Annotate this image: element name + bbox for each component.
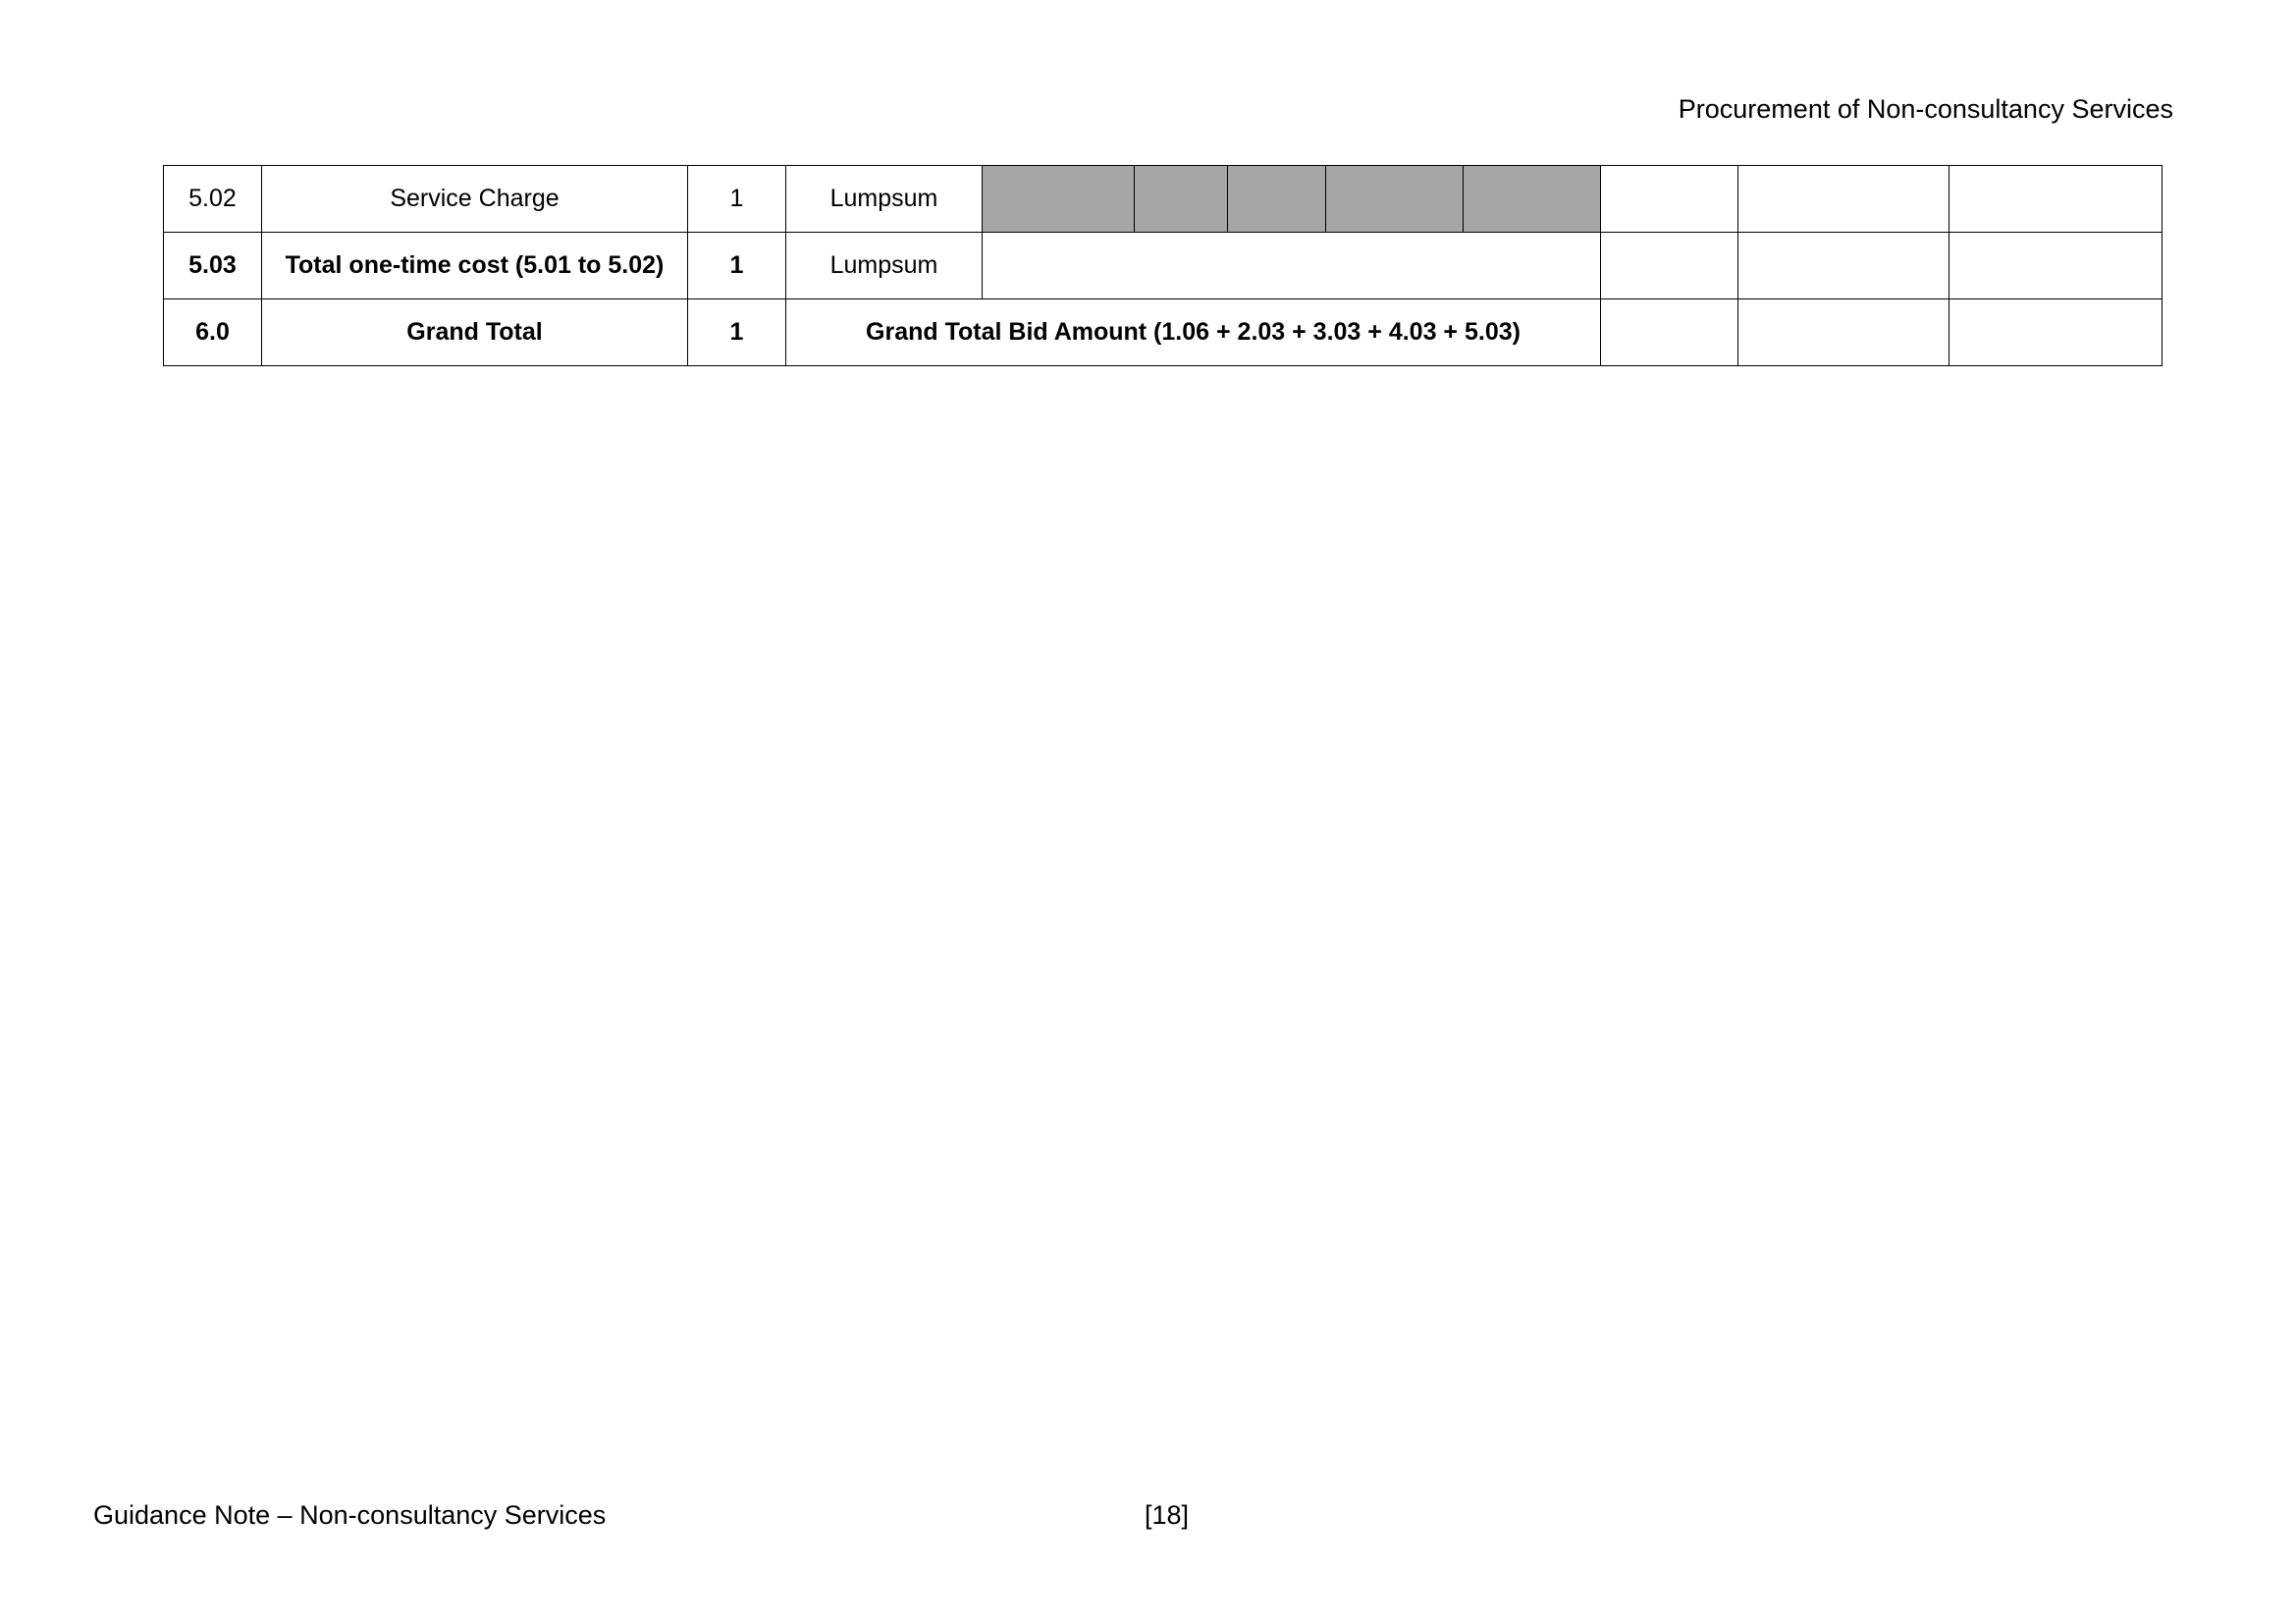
footer-left-text: Guidance Note – Non-consultancy Services [93,1500,607,1530]
footer-page-number: [18] [1144,1500,1190,1530]
row-unit: Lumpsum [786,166,983,233]
table-row [164,166,2163,233]
row-shaded-cell-3 [1228,166,1326,233]
grand-total-formula: Grand Total Bid Amount (1.06 + 2.03 + 3.03 + 4.03 + 5.03) [786,299,1601,366]
row-empty-cell-2 [1738,233,1949,299]
row-quantity: 1 [688,166,786,233]
table-row [164,233,2163,299]
table-row [164,299,2163,366]
row-empty-cell-1 [1601,233,1738,299]
boq-table [163,165,2163,366]
page-header-title: Procurement of Non-consultancy Services [1678,94,2173,124]
row-item-number: 6.0 [164,299,262,366]
row-item-number: 5.02 [164,166,262,233]
row-empty-cell-3 [1949,166,2163,233]
row-item-number: 5.03 [164,233,262,299]
row-unit: Lumpsum [786,233,983,299]
row-empty-cell-2 [1738,166,1949,233]
row-quantity: 1 [688,233,786,299]
row-merged-blank [983,233,1601,299]
row-empty-cell-1 [1601,299,1738,366]
row-description: Total one-time cost (5.01 to 5.02) [262,233,688,299]
bill-of-quantities-table [163,165,2162,366]
row-empty-cell-3 [1949,233,2163,299]
row-empty-cell-1 [1601,166,1738,233]
row-empty-cell-2 [1738,299,1949,366]
row-description: Grand Total [262,299,688,366]
row-shaded-cell-5 [1464,166,1601,233]
row-quantity: 1 [688,299,786,366]
row-shaded-cell-1 [983,166,1135,233]
row-description: Service Charge [262,166,688,233]
row-empty-cell-3 [1949,299,2163,366]
row-shaded-cell-2 [1135,166,1228,233]
row-shaded-cell-4 [1326,166,1464,233]
